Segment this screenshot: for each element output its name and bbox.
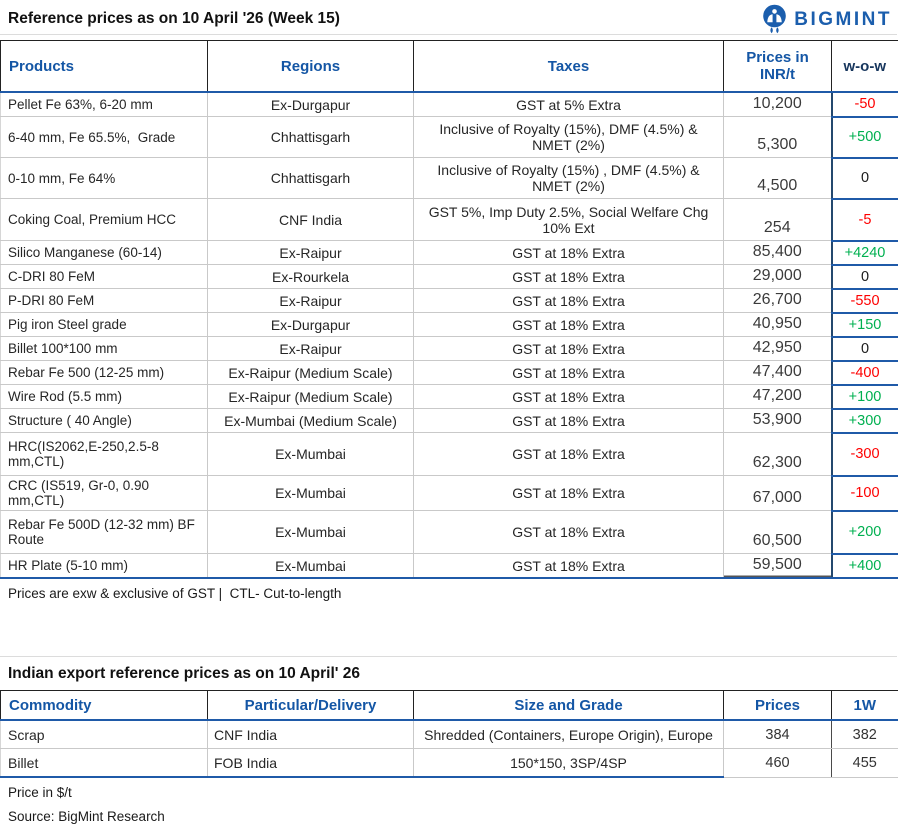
wow-change-cell: 0 [832,158,898,199]
region-cell: Chhattisgarh [208,117,414,158]
product-cell: Coking Coal, Premium HCC [1,199,208,241]
export-price-unit-note: Price in $/t [8,785,72,800]
product-cell: CRC (IS519, Gr-0, 0.90 mm,CTL) [1,476,208,511]
bigmint-logo-text: BIGMINT [794,8,892,30]
price-cell: 42,950 [724,337,832,361]
product-cell: Pig iron Steel grade [1,313,208,337]
region-cell: Ex-Durgapur [208,313,414,337]
taxes-cell: GST at 18% Extra [414,554,724,579]
taxes-cell: GST at 18% Extra [414,433,724,476]
table-row [1,511,898,554]
page-title: Reference prices as on 10 April '26 (Week 15) [8,10,340,27]
one-week-cell: 455 [832,749,898,778]
wow-change-cell: -5 [832,199,898,241]
price-cell: 53,900 [724,409,832,433]
region-cell: CNF India [208,199,414,241]
col-header-products: Products [1,41,208,93]
taxes-cell: GST at 18% Extra [414,289,724,313]
product-cell: Pellet Fe 63%, 6-20 mm [1,92,208,117]
region-cell: Ex-Raipur (Medium Scale) [208,361,414,385]
taxes-cell: GST 5%, Imp Duty 2.5%, Social Welfare Chg 10% Ext [414,199,724,241]
size-grade-cell: Shredded (Containers, Europe Origin), Europe [414,720,724,749]
export-price-table [0,690,898,778]
price-cell: 40,950 [724,313,832,337]
table-header-row [1,41,898,93]
table-row [1,289,898,313]
commodity-cell: Billet [1,749,208,778]
wow-change-cell: +500 [832,117,898,158]
region-cell: Ex-Raipur [208,241,414,265]
table-row [1,433,898,476]
taxes-cell: GST at 18% Extra [414,265,724,289]
price-cell: 47,400 [724,361,832,385]
region-cell: Ex-Mumbai [208,511,414,554]
delivery-cell: FOB India [208,749,414,778]
table1-footnote: Prices are exw & exclusive of GST | CTL- Cut-to-length [8,586,342,601]
wow-change-cell: -50 [832,92,898,117]
price-cell: 85,400 [724,241,832,265]
commodity-cell: Scrap [1,720,208,749]
table-row [1,409,898,433]
product-cell: Structure ( 40 Angle) [1,409,208,433]
product-cell: HR Plate (5-10 mm) [1,554,208,579]
source-note: Source: BigMint Research [8,809,165,824]
export-section-header [0,656,897,690]
col-header-commodity: Commodity [1,691,208,721]
product-cell: 0-10 mm, Fe 64% [1,158,208,199]
price-cell: 384 [724,720,832,749]
price-cell: 254 [724,199,832,241]
taxes-cell: GST at 18% Extra [414,361,724,385]
wow-change-cell: -300 [832,433,898,476]
product-cell: Wire Rod (5.5 mm) [1,385,208,409]
col-header-1w: 1W [832,691,898,721]
table-row [1,554,898,579]
col-header-particular-delivery: Particular/Delivery [208,691,414,721]
region-cell: Ex-Mumbai [208,433,414,476]
table-row [1,720,898,749]
taxes-cell: GST at 18% Extra [414,313,724,337]
region-cell: Ex-Mumbai [208,476,414,511]
table-row [1,158,898,199]
taxes-cell: GST at 18% Extra [414,385,724,409]
wow-change-cell: +150 [832,313,898,337]
product-cell: Billet 100*100 mm [1,337,208,361]
product-cell: Rebar Fe 500D (12-32 mm) BF Route [1,511,208,554]
region-cell: Ex-Raipur [208,289,414,313]
delivery-cell: CNF India [208,720,414,749]
price-cell: 26,700 [724,289,832,313]
price-cell: 29,000 [724,265,832,289]
product-cell: Rebar Fe 500 (12-25 mm) [1,361,208,385]
price-cell: 67,000 [724,476,832,511]
taxes-cell: GST at 5% Extra [414,92,724,117]
price-cell: 62,300 [724,433,832,476]
taxes-cell: GST at 18% Extra [414,511,724,554]
region-cell: Ex-Mumbai [208,554,414,579]
taxes-cell: Inclusive of Royalty (15%) , DMF (4.5%) & NMET (2%) [414,158,724,199]
table-row [1,361,898,385]
product-cell: Silico Manganese (60-14) [1,241,208,265]
export-section-title: Indian export reference prices as on 10 April' 26 [8,665,360,682]
col-header-prices: Prices [724,691,832,721]
price-cell: 4,500 [724,158,832,199]
region-cell: Chhattisgarh [208,158,414,199]
bigmint-miner-icon [761,4,788,35]
price-cell: 5,300 [724,117,832,158]
table-row [1,385,898,409]
wow-change-cell: -400 [832,361,898,385]
product-cell: P-DRI 80 FeM [1,289,208,313]
region-cell: Ex-Mumbai (Medium Scale) [208,409,414,433]
table-row [1,92,898,117]
table-row [1,241,898,265]
taxes-cell: GST at 18% Extra [414,337,724,361]
price-cell: 47,200 [724,385,832,409]
table-row [1,313,898,337]
price-cell: 59,500 [724,554,832,579]
wow-change-cell: +200 [832,511,898,554]
col-header-prices-inr: Prices in INR/t [724,41,832,93]
product-cell: HRC(IS2062,E-250,2.5-8 mm,CTL) [1,433,208,476]
col-header-taxes: Taxes [414,41,724,93]
wow-change-cell: +300 [832,409,898,433]
region-cell: Ex-Raipur (Medium Scale) [208,385,414,409]
taxes-cell: GST at 18% Extra [414,476,724,511]
table-row [1,749,898,778]
reference-price-table [0,40,898,579]
product-cell: 6-40 mm, Fe 65.5%, Grade [1,117,208,158]
col-header-size-grade: Size and Grade [414,691,724,721]
size-grade-cell: 150*150, 3SP/4SP [414,749,724,778]
wow-change-cell: -550 [832,289,898,313]
price-cell: 10,200 [724,92,832,117]
wow-change-cell: +4240 [832,241,898,265]
wow-change-cell: -100 [832,476,898,511]
taxes-cell: GST at 18% Extra [414,241,724,265]
wow-change-cell: +400 [832,554,898,579]
table-row [1,337,898,361]
price-cell: 60,500 [724,511,832,554]
price-cell: 460 [724,749,832,778]
title-bar [0,0,897,40]
table-header-row [1,691,898,721]
bigmint-logo [761,4,892,35]
taxes-cell: Inclusive of Royalty (15%), DMF (4.5%) & NMET (2%) [414,117,724,158]
region-cell: Ex-Raipur [208,337,414,361]
one-week-cell: 382 [832,720,898,749]
col-header-wow: w-o-w [832,41,898,93]
region-cell: Ex-Rourkela [208,265,414,289]
wow-change-cell: 0 [832,337,898,361]
wow-change-cell: +100 [832,385,898,409]
table-row [1,476,898,511]
table-row [1,117,898,158]
table-row [1,199,898,241]
wow-change-cell: 0 [832,265,898,289]
table-row [1,265,898,289]
col-header-regions: Regions [208,41,414,93]
taxes-cell: GST at 18% Extra [414,409,724,433]
region-cell: Ex-Durgapur [208,92,414,117]
product-cell: C-DRI 80 FeM [1,265,208,289]
